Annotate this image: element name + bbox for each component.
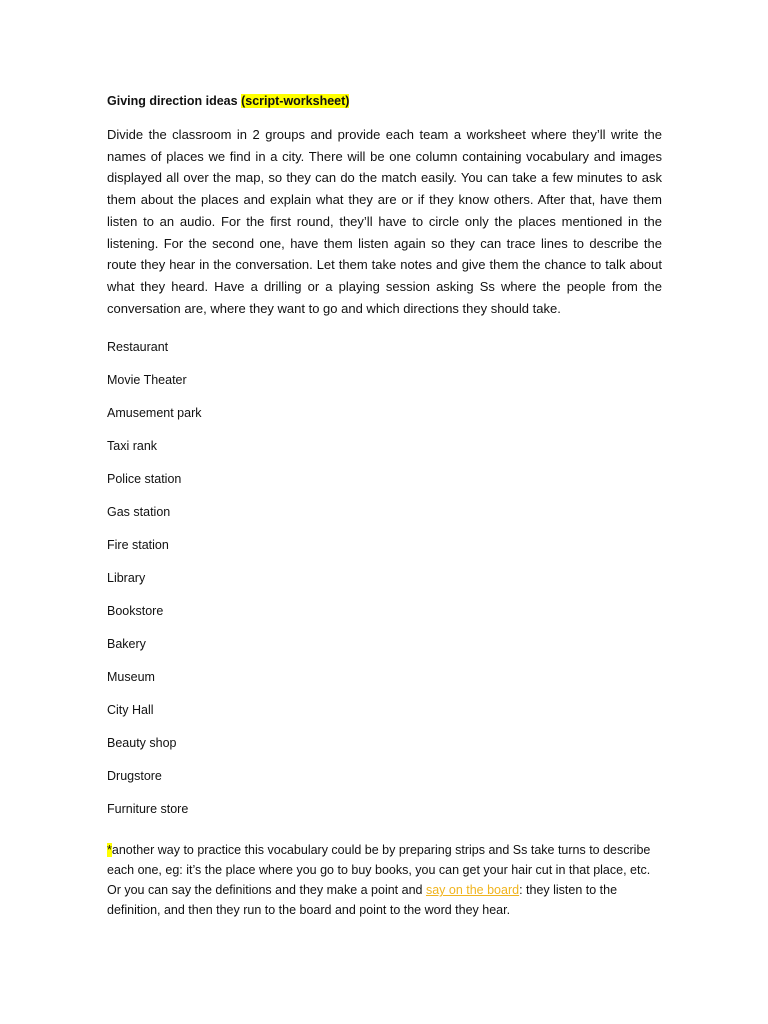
list-item: Police station: [107, 472, 182, 487]
intro-paragraph: Divide the classroom in 2 groups and provide each team a worksheet where they’ll write the names of places we find in a city. There will be one column containing vocabulary and images displayed all over the map, so they can do the match easily. You can take a few minutes to ask them about the places and explain what they are or if they know others. After that, have them listen to an audio. For the first round, they’ll have to circle only the places mentioned in the listening. For the second one, have them listen again so they can trace lines to describe the route they hear in the conversation. Let them take notes and give them the chance to talk about what they heard. Have a drilling or a playing session asking Ss where the people from the conversation are, where they want to go and which directions they should take.: [107, 127, 662, 316]
list-item: Beauty shop: [107, 736, 177, 751]
list-item: Restaurant: [107, 340, 169, 355]
title-highlight: (script-worksheet): [241, 94, 350, 108]
list-item: Library: [107, 571, 146, 586]
list-item: Bookstore: [107, 604, 164, 619]
list-item: Amusement park: [107, 406, 202, 421]
say-on-the-board-link[interactable]: say on the board: [425, 883, 520, 898]
note-paragraph: [107, 840, 662, 920]
document-title: [107, 92, 662, 110]
note-text-before-link: another way to practice this vocabulary could be by preparing strips and Ss take turns to describe each one, eg: it’s the place where you go to buy books, you can get your hair cut in that place, etc. Or you can say the definitions and they make a point and: [107, 843, 651, 898]
list-item: Bakery: [107, 637, 146, 652]
list-item: Taxi rank: [107, 439, 158, 454]
note-text-after-link: : they listen to the definition, and then they run to the board and point to the word they hear.: [107, 883, 618, 918]
note-asterisk: *: [107, 843, 112, 858]
title-text: Giving direction ideas: [107, 94, 238, 108]
list-item: City Hall: [107, 703, 154, 718]
list-item: Museum: [107, 670, 155, 685]
list-item: Movie Theater: [107, 373, 187, 388]
list-item: Fire station: [107, 538, 169, 553]
list-item: Drugstore: [107, 769, 162, 784]
list-item: Gas station: [107, 505, 171, 520]
list-item: Furniture store: [107, 802, 189, 817]
places-list: [107, 331, 662, 826]
document-page: [107, 92, 662, 933]
